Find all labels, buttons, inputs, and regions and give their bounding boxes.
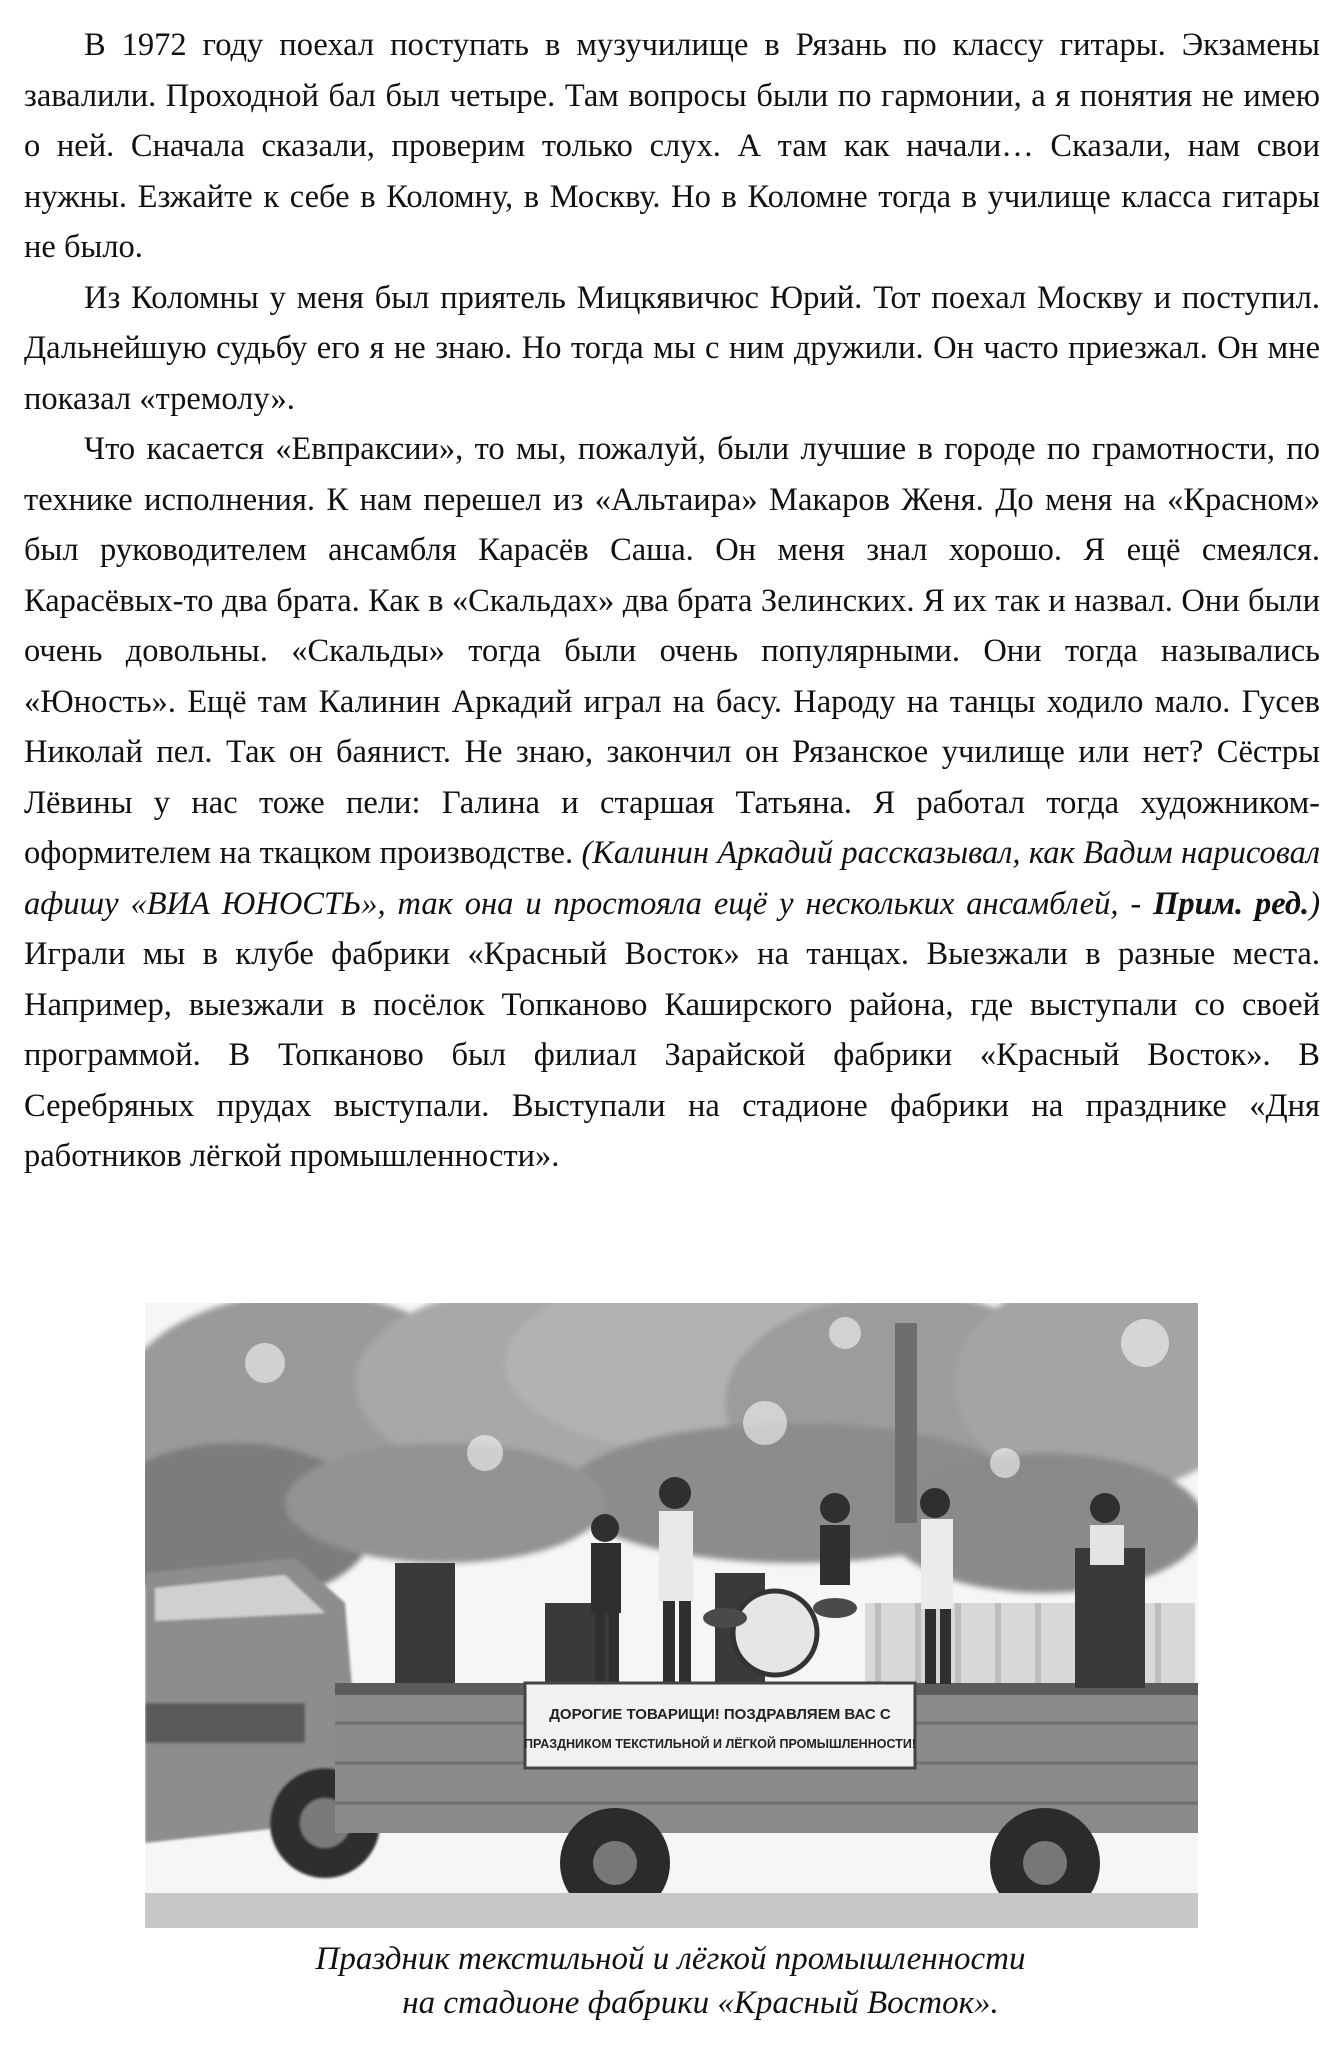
paragraph-3-text: Что касается «Евпраксии», то мы, пожалуй, были лучшие в городе по грамотности, по технике исполнения. К нам перешел из «Альтаира» Макаров Женя. До меня на «Красном» был руководителем ансамбля Карасёв Саша. Он меня знал хорошо. Я ещё смеялся. Карасёвых-то два брата. Как в «Скальдах» два брата Зелинских. Я их так и назвал. Они были очень довольны. «Скальды» тогда были очень популярными. Они тогда назывались «Юность». Ещё там Калинин Аркадий играл на басу. Народу на танцы ходило мало. Гусев Николай пел. Так он баянист. Не знаю, закончил он Рязанское училище или нет? Сёстры Лёвины у нас тоже пели: Галина и старшая Татьяна. Я работал тогда художником-оформителем на ткацком производстве. (24, 431, 1320, 871)
chimney (895, 1323, 917, 1523)
editor-note-close: ) (1309, 885, 1321, 922)
concert-photo (145, 1303, 1198, 1928)
banner (524, 1683, 916, 1768)
paragraph-3-continued: Играли мы в клубе фабрики «Красный Восток» на танцах. Выезжали в разные места. Например, выезжали в посёлок Топканово Каширского района, где выступали со своей программой. В Топканово был филиал Зарайской фабрики «Красный Восток». В Серебряных прудах выступали. Выступали на стадионе фабрики на празднике «Дня работников лёгкой промышленности». (24, 936, 1320, 1174)
paragraph-2: Из Коломны у меня был приятель Мицкявичюс Юрий. Тот поехал Москву и поступил. Дальнейшую судьбу его я не знаю. Но тогда мы с ним дружили. Он часто приезжал. Он мне показал «тремолу». (24, 279, 1320, 417)
editor-note-text: (Калинин Аркадий рассказывал, как Вадим нарисовал афишу «ВИА ЮНОСТЬ», так она и простояла ещё у нескольких ансамблей, - (24, 835, 1320, 922)
editor-note-label: Прим. ред. (1153, 885, 1310, 922)
photo-caption (0, 1937, 1341, 2025)
document-page (24, 20, 1320, 1182)
banner-line-1: ДОРОГИЕ ТОВАРИЩИ! ПОЗДРАВЛЯЕМ ВАС С (549, 1706, 891, 1723)
caption-line-1: Праздник текстильной и лёгкой промышленности (315, 1941, 1026, 1977)
caption-line-2: на стадионе фабрики «Красный Восток». (402, 1985, 999, 2021)
paragraph-3 (24, 424, 1320, 1182)
paragraph-1: В 1972 году поехал поступать в музучилище в Рязань по классу гитары. Экзамены завалили. Проходной бал был четыре. Там вопросы были по гармонии, а я понятия не имею о ней. Сначала сказали, проверим только слух. А там как начали… Сказали, нам свои нужны. Езжайте к себе в Коломну, в Москву. Но в Коломне тогда в училище класса гитары не было. (24, 27, 1320, 265)
banner-line-2: ПРАЗДНИКОМ ТЕКСТИЛЬНОЙ И ЛЁГКОЙ ПРОМЫШЛЕННОСТИ! (524, 1737, 916, 1751)
